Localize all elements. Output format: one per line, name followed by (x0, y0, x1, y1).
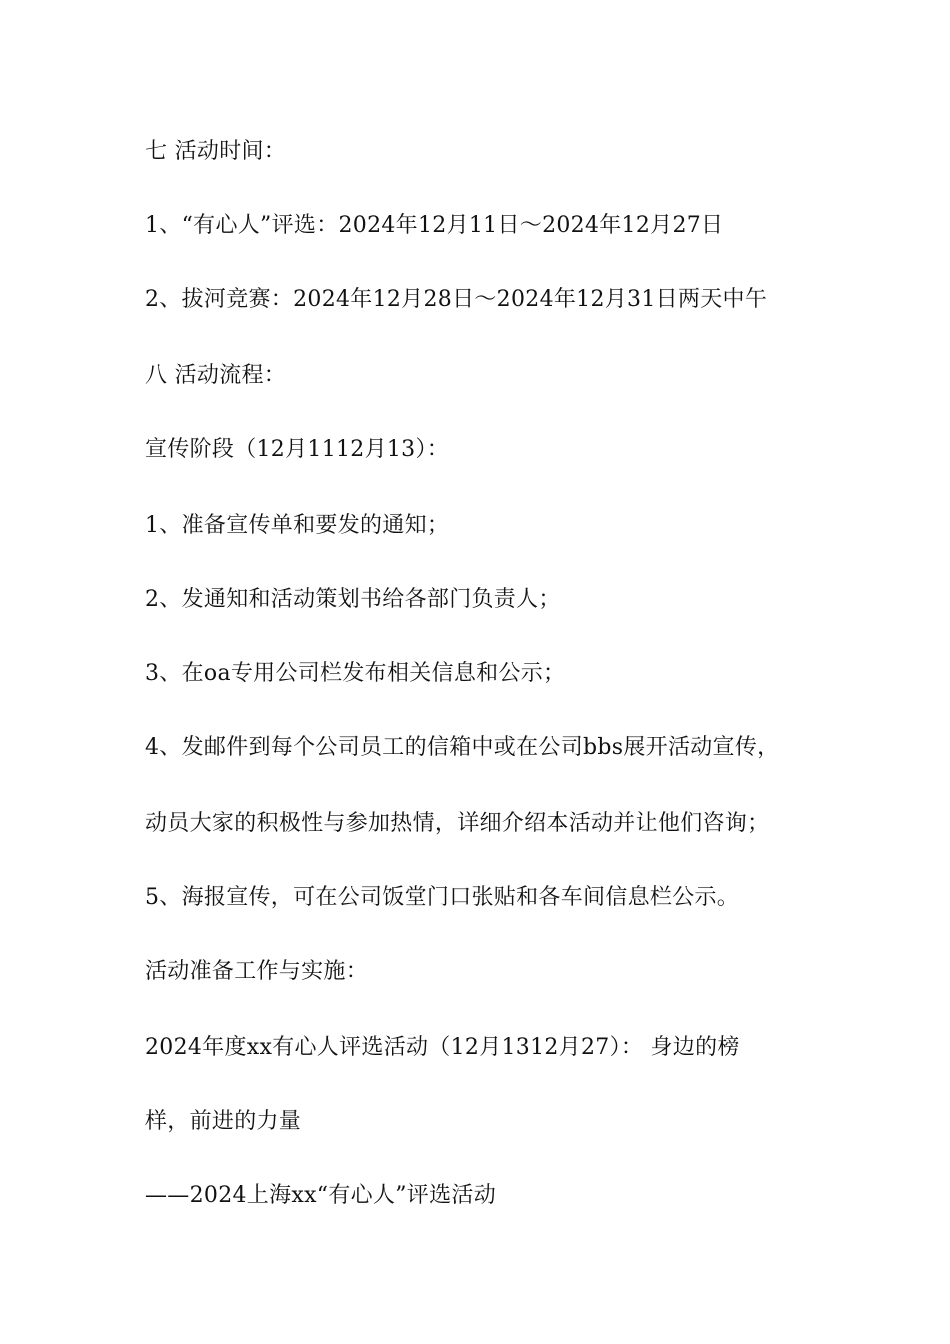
paragraph-line: 宣传阶段（12月1112月13）： (145, 437, 450, 462)
paragraph-line: 4、发邮件到每个公司员工的信箱中或在公司bbs展开活动宣传， (145, 735, 780, 760)
paragraph-line: 活动准备工作与实施： (145, 959, 369, 984)
paragraph-line: 2、拔河竞赛：2024年12月28日～2024年12月31日两天中午 (145, 287, 768, 312)
section-heading-activity-time: 七 活动时间： (145, 139, 287, 164)
paragraph-line: ——2024上海xx“有心人”评选活动 (145, 1183, 496, 1208)
paragraph-line: 样，前进的力量 (145, 1109, 302, 1134)
paragraph-line: 2024年度xx有心人评选活动（12月1312月27）： 身边的榜 (145, 1035, 740, 1060)
section-heading-activity-process: 八 活动流程： (145, 363, 287, 388)
paragraph-line: 1、准备宣传单和要发的通知； (145, 513, 450, 538)
paragraph-line: 2、发通知和活动策划书给各部门负责人； (145, 587, 561, 612)
paragraph-line: 5、海报宣传，可在公司饭堂门口张贴和各车间信息栏公示。 (145, 885, 740, 910)
paragraph-line: 动员大家的积极性与参加热情，详细介绍本活动并让他们咨询； (145, 811, 770, 836)
paragraph-line: 3、在oa专用公司栏发布相关信息和公示； (145, 661, 566, 686)
paragraph-line: 1、“有心人”评选：2024年12月11日～2024年12月27日 (145, 213, 724, 238)
